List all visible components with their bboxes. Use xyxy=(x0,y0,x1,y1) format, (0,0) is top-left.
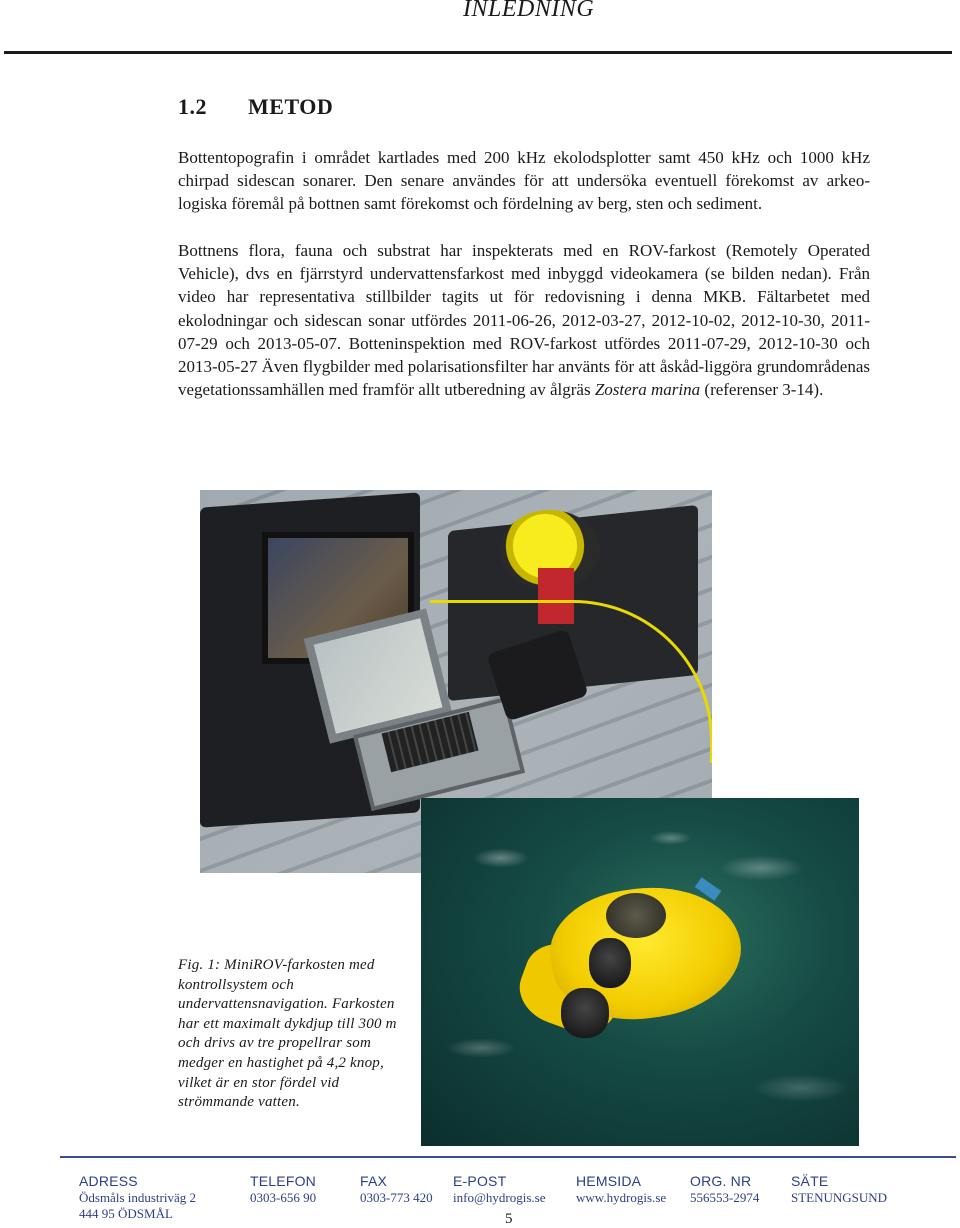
footer-value: 556553-2974 xyxy=(690,1190,760,1205)
footer-org-number xyxy=(690,1172,790,1206)
rov-thruster xyxy=(561,988,609,1038)
paragraph-inspection-end: (referenser 3-14). xyxy=(700,380,824,400)
figure-caption xyxy=(178,956,414,1113)
paragraph-inspection xyxy=(178,239,870,401)
footer-value: Ödsmåls industriväg 2 xyxy=(79,1190,196,1205)
header-divider xyxy=(4,51,952,54)
species-name: Zostera marina xyxy=(594,380,701,400)
section-title: METOD xyxy=(248,94,334,119)
footer-label: SÄTE xyxy=(791,1173,829,1189)
footer-label: ADRESS xyxy=(79,1173,138,1189)
footer-website xyxy=(576,1172,690,1206)
paragraph-topography: Bottentopografin i området kartlades med 200 kHz ekolodsplotter samt 450 kHz och 1000 kHz chirpad sidescan sonarer. Den senare användes för att undersöka eventuell förekomst av arkeo-logiska föremål på bottnen samt förekomst och fördelning av berg, sten och sediment. xyxy=(178,148,870,214)
page-number: 5 xyxy=(505,1211,513,1227)
company-footer xyxy=(0,1172,960,1228)
footer-label: FAX xyxy=(360,1173,388,1189)
paragraph-inspection-text: Bottnens flora, fauna och substrat har inspekterats med en ROV-farkost (Remotely Operated Vehicle), dvs en fjärrstyrd undervattensfarkost med inbyggd videokamera (se bilden nedan). Från video har representativa stillbilder tagits ut för redovisning i denna MKB. Fältarbetet med ekolodningar och sidescan sonar utfördes 2011-06-26, 2012-03-27, 2012-10-02, 2012-10-30, 2011-07-29 och 2013-05-07. Botteninspektion med ROV-farkost utfördes 2011-07-29, 2012-10-30 och 2013-05-27 Även flygbilder med polarisationsfilter har använts för att åskåd-liggöra grundområdenas vegetationssamhällen med framför allt utberedning av ålgräs xyxy=(178,241,870,400)
footer-email xyxy=(453,1172,575,1206)
footer-label: E-POST xyxy=(453,1173,507,1189)
minirov-water-photo xyxy=(421,798,859,1146)
figure-caption-text: Fig. 1: MiniROV-farkosten med kontrollsystem och undervattensnavigation. Farkosten har ett maximalt dykdjup till 300 m och drivs av tre propellrar som medger en hastighet på 4,2 knop, vilket är en stor fördel vid strömmande vatten. xyxy=(178,957,397,1111)
footer-value: 0303-773 420 xyxy=(360,1190,433,1205)
footer-value: 444 95 ÖDSMÅL xyxy=(79,1206,173,1221)
footer-label: ORG. NR xyxy=(690,1173,752,1189)
section-heading xyxy=(178,94,333,120)
footer-value: 0303-656 90 xyxy=(250,1190,317,1205)
footer-phone xyxy=(250,1172,360,1206)
footer-fax xyxy=(360,1172,452,1206)
footer-value: info@hydrogis.se xyxy=(453,1190,546,1205)
rov-thruster xyxy=(589,938,631,988)
footer-divider xyxy=(60,1156,956,1158)
section-number: 1.2 xyxy=(178,94,207,119)
page-header-title: INLEDNING xyxy=(463,0,595,22)
footer-label: TELEFON xyxy=(250,1173,316,1189)
footer-address xyxy=(79,1172,249,1222)
footer-value: www.hydrogis.se xyxy=(576,1190,667,1205)
footer-label: HEMSIDA xyxy=(576,1173,642,1189)
footer-value: STENUNGSUND xyxy=(791,1190,888,1205)
rov-camera-dome xyxy=(606,893,666,938)
footer-seat xyxy=(791,1172,951,1206)
